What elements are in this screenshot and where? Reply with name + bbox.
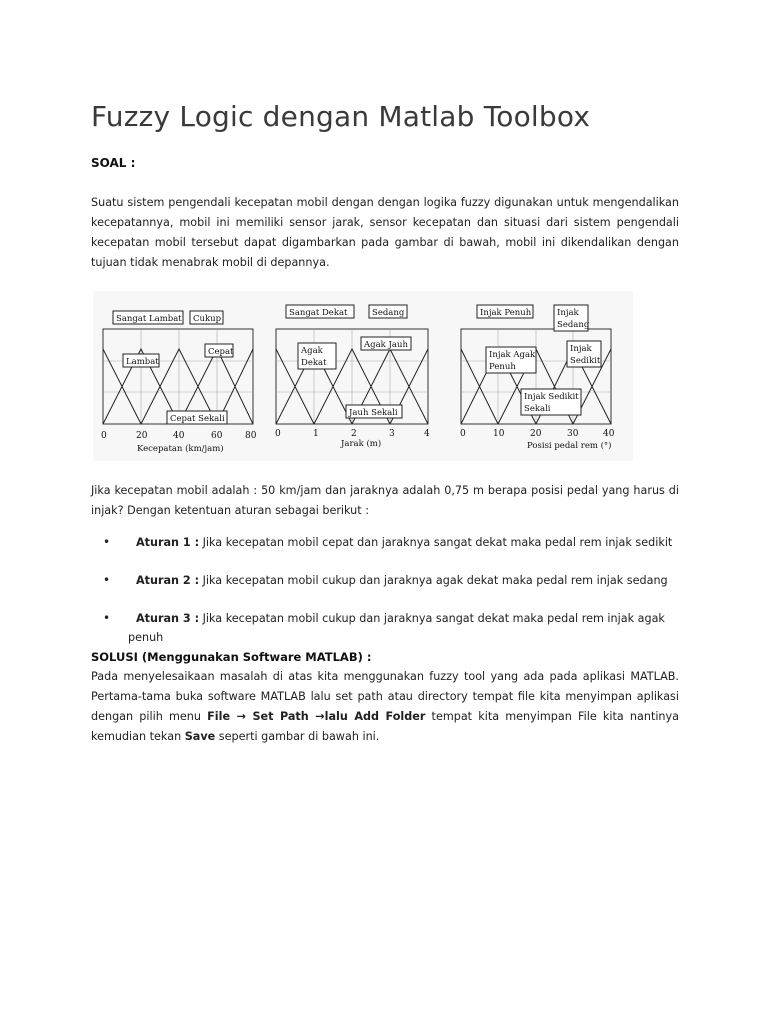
axis-label: Jarak (m) bbox=[341, 439, 382, 449]
rule-label: Aturan 1 : bbox=[136, 536, 200, 549]
axis-label: Posisi pedal rem (°) bbox=[527, 441, 612, 451]
mf-label: Agak bbox=[301, 346, 323, 356]
mf-label: Sangat Dekat bbox=[289, 308, 348, 318]
mf-label: Cukup bbox=[193, 314, 222, 324]
mf-label: Penuh bbox=[489, 362, 516, 372]
soal-heading: SOAL : bbox=[91, 156, 136, 170]
menu-path: File → Set Path →lalu Add Folder bbox=[207, 710, 426, 723]
rule-label: Aturan 3 : bbox=[136, 612, 200, 625]
tick-label: 1 bbox=[313, 429, 319, 439]
tick-label: 0 bbox=[460, 429, 466, 439]
rule-text: Jika kecepatan mobil cepat dan jaraknya sangat dekat maka pedal rem injak sedikit bbox=[199, 536, 673, 549]
mf-label: Sedang bbox=[557, 320, 590, 330]
tick-label: 60 bbox=[211, 431, 223, 441]
list-item bbox=[91, 533, 679, 571]
tick-label: 10 bbox=[493, 429, 505, 439]
tick-label: 80 bbox=[245, 431, 257, 441]
problem-paragraph: Suatu sistem pengendali kecepatan mobil dengan dengan logika fuzzy digunakan untuk mengendalikan kecepatannya, mobil ini memiliki sensor jarak, sensor kecepatan dan situasi dari sistem pengendali kecepatan mobil tersebut dapat digambarkan pada gambar di bawah, mobil ini dikendalikan dengan tujuan tidak menabrak mobil di depannya. bbox=[91, 196, 679, 269]
solusi-heading: SOLUSI (Menggunakan Software MATLAB) : bbox=[91, 650, 372, 664]
page-title: Fuzzy Logic dengan Matlab Toolbox bbox=[91, 100, 591, 133]
tick-label: 0 bbox=[101, 431, 107, 441]
tick-label: 40 bbox=[603, 429, 615, 439]
axis-label: Kecepatan (km/jam) bbox=[137, 444, 224, 454]
rule-text: Jika kecepatan mobil cukup dan jaraknya agak dekat maka pedal rem injak sedang bbox=[199, 574, 668, 587]
mf-label: Injak Agak bbox=[489, 350, 536, 360]
membership-functions-svg bbox=[93, 291, 633, 461]
list-item bbox=[91, 609, 679, 647]
mf-label: Cepat Sekali bbox=[170, 414, 225, 424]
solution-text: tempat kita menyimpan File kita nantinya kemudian tekan bbox=[91, 710, 680, 743]
solution-text: seperti gambar di bawah ini. bbox=[215, 730, 380, 743]
mf-label: Injak bbox=[557, 308, 579, 318]
mf-label: Injak Sedikit bbox=[524, 392, 579, 402]
mf-label: Dekat bbox=[301, 358, 327, 368]
mf-label: Lambat bbox=[126, 357, 159, 367]
solution-text: Pada menyelesaikaan masalah di atas kita menggunakan fuzzy tool yang ada pada aplikasi MATLAB. Pertama-tama buka software MATLAB lalu set path atau directory tempat file kita menyimpan aplikasi dengan pilih menu bbox=[91, 670, 679, 723]
rule-text: Jika kecepatan mobil cukup dan jaraknya sangat dekat maka pedal rem injak agak penuh bbox=[128, 612, 665, 644]
mf-label: Agak Jauh bbox=[364, 340, 408, 350]
save-keyword: Save bbox=[184, 730, 216, 743]
tick-label: 3 bbox=[389, 429, 395, 439]
rule-label: Aturan 2 : bbox=[136, 574, 200, 587]
tick-label: 20 bbox=[530, 429, 542, 439]
bullet-icon: • bbox=[103, 535, 111, 549]
mf-label: Cepat bbox=[208, 347, 234, 357]
mf-label: Injak Penuh bbox=[480, 308, 532, 318]
bullet-icon: • bbox=[103, 573, 111, 587]
list-item bbox=[91, 571, 679, 609]
membership-functions-figure bbox=[93, 291, 633, 461]
tick-label: 30 bbox=[567, 429, 579, 439]
rules-list bbox=[91, 533, 679, 647]
mf-label: Sangat Lambat bbox=[116, 314, 182, 324]
tick-label: 0 bbox=[275, 429, 281, 439]
mf-label: Injak bbox=[570, 344, 592, 354]
solution-paragraph bbox=[91, 667, 679, 747]
mf-label: Sekali bbox=[524, 404, 551, 414]
tick-label: 40 bbox=[173, 431, 185, 441]
mf-label: Jauh Sekali bbox=[349, 408, 398, 418]
mf-label: Sedang bbox=[372, 308, 405, 318]
question-paragraph: Jika kecepatan mobil adalah : 50 km/jam dan jaraknya adalah 0,75 m berapa posisi pedal yang harus di injak? Dengan ketentuan aturan sebagai berikut : bbox=[91, 484, 679, 517]
mf-label: Sedikit bbox=[570, 356, 601, 366]
tick-label: 20 bbox=[136, 431, 148, 441]
bullet-icon: • bbox=[103, 611, 111, 625]
tick-label: 2 bbox=[351, 429, 357, 439]
tick-label: 4 bbox=[424, 429, 430, 439]
